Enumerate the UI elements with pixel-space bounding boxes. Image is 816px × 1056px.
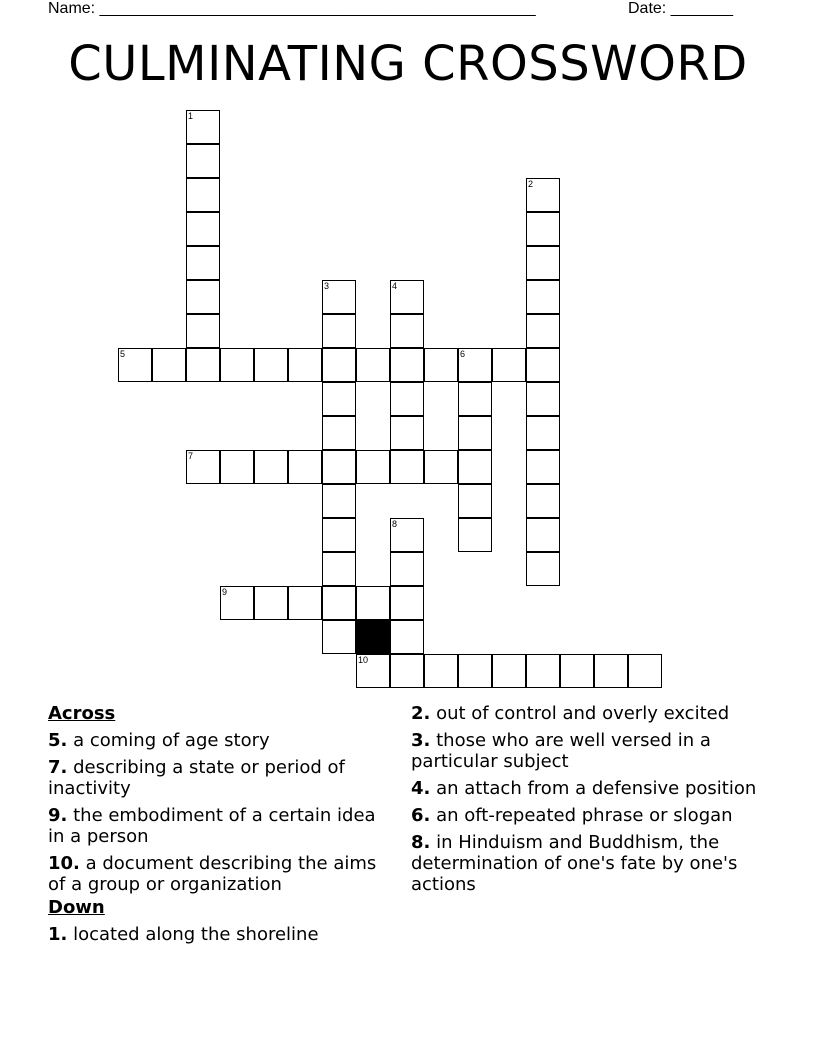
clue-number: 5.	[48, 730, 68, 751]
clue-number: 8.	[411, 832, 431, 853]
crossword-cell[interactable]	[458, 348, 492, 382]
clue-number-label: 6	[460, 349, 466, 359]
clue-number: 9.	[48, 805, 68, 826]
clue-number-label: 7	[188, 451, 194, 461]
across-clue-10	[48, 853, 393, 895]
crossword-cell[interactable]	[390, 654, 424, 688]
crossword-cell[interactable]	[458, 450, 492, 484]
crossword-cell[interactable]	[322, 518, 356, 552]
clue-text: a coming of age story	[67, 730, 270, 751]
crossword-cell[interactable]	[390, 518, 424, 552]
crossword-cell[interactable]	[322, 484, 356, 518]
crossword-cell[interactable]	[220, 348, 254, 382]
crossword-cell[interactable]	[390, 382, 424, 416]
crossword-cell[interactable]	[526, 246, 560, 280]
crossword-cell[interactable]	[186, 314, 220, 348]
crossword-cell[interactable]	[356, 654, 390, 688]
crossword-cell[interactable]	[322, 382, 356, 416]
crossword-cell[interactable]	[220, 450, 254, 484]
crossword-cell[interactable]	[288, 348, 322, 382]
crossword-cell[interactable]	[186, 110, 220, 144]
crossword-cell[interactable]	[526, 280, 560, 314]
crossword-cell[interactable]	[390, 280, 424, 314]
clue-text: out of control and overly excited	[430, 703, 730, 724]
crossword-cell[interactable]	[186, 280, 220, 314]
across-clue-5	[48, 730, 393, 751]
crossword-cell[interactable]	[390, 620, 424, 654]
crossword-cell[interactable]	[594, 654, 628, 688]
across-clue-9	[48, 805, 393, 847]
clue-number-label: 8	[392, 519, 398, 529]
clue-number: 1.	[48, 924, 68, 945]
crossword-cell[interactable]	[390, 348, 424, 382]
crossword-cell[interactable]	[322, 552, 356, 586]
crossword-cell[interactable]	[152, 348, 186, 382]
crossword-cell[interactable]	[560, 654, 594, 688]
crossword-cell[interactable]	[254, 450, 288, 484]
clue-text: located along the shoreline	[67, 924, 319, 945]
crossword-cell[interactable]	[186, 212, 220, 246]
clue-text: an oft-repeated phrase or slogan	[430, 805, 733, 826]
crossword-cell[interactable]	[526, 212, 560, 246]
crossword-cell[interactable]	[254, 586, 288, 620]
clue-text: the embodiment of a certain idea in a person	[48, 805, 376, 847]
crossword-cell[interactable]	[220, 586, 254, 620]
crossword-cell[interactable]	[322, 450, 356, 484]
date-field-label: Date: _______	[628, 0, 733, 17]
clue-number-label: 1	[188, 111, 194, 121]
crossword-cell[interactable]	[322, 348, 356, 382]
crossword-cell[interactable]	[458, 382, 492, 416]
crossword-cell[interactable]	[390, 450, 424, 484]
clue-text: in Hinduism and Buddhism, the determination of one's fate by one's actions	[411, 832, 738, 895]
clue-number: 4.	[411, 778, 431, 799]
clue-text: describing a state or period of inactivity	[48, 757, 345, 799]
crossword-cell[interactable]	[356, 586, 390, 620]
crossword-cell[interactable]	[424, 348, 458, 382]
clue-text: a document describing the aims of a group or organization	[48, 853, 377, 895]
clue-text: those who are well versed in a particular subject	[411, 730, 711, 772]
clue-number: 6.	[411, 805, 431, 826]
crossword-cell[interactable]	[424, 654, 458, 688]
across-clue-7	[48, 757, 393, 799]
crossword-cell[interactable]	[526, 518, 560, 552]
down-clue-4	[411, 778, 771, 799]
down-clue-2	[411, 703, 771, 724]
crossword-cell[interactable]	[526, 450, 560, 484]
crossword-cell[interactable]	[322, 280, 356, 314]
clue-number: 7.	[48, 757, 68, 778]
crossword-cell[interactable]	[458, 518, 492, 552]
black-cell	[356, 620, 390, 654]
crossword-cell[interactable]	[254, 348, 288, 382]
crossword-cell[interactable]	[526, 382, 560, 416]
crossword-cell[interactable]	[322, 586, 356, 620]
crossword-cell[interactable]	[526, 552, 560, 586]
crossword-cell[interactable]	[526, 416, 560, 450]
clue-number-label: 5	[120, 349, 126, 359]
clue-number-label: 4	[392, 281, 398, 291]
crossword-cell[interactable]	[458, 416, 492, 450]
crossword-cell[interactable]	[526, 484, 560, 518]
crossword-cell[interactable]	[322, 416, 356, 450]
crossword-cell[interactable]	[526, 178, 560, 212]
clues-right-column	[411, 703, 771, 901]
crossword-cell[interactable]	[356, 450, 390, 484]
crossword-cell[interactable]	[186, 348, 220, 382]
clue-number-label: 10	[358, 655, 369, 665]
clue-number-label: 3	[324, 281, 330, 291]
crossword-cell[interactable]	[390, 586, 424, 620]
name-field-label: Name: _________________________________________________	[48, 0, 536, 17]
page-title: CULMINATING CROSSWORD	[68, 36, 748, 92]
crossword-cell[interactable]	[390, 552, 424, 586]
crossword-cell[interactable]	[526, 348, 560, 382]
crossword-cell[interactable]	[356, 348, 390, 382]
down-clue-6	[411, 805, 771, 826]
across-heading: Across	[48, 703, 116, 724]
crossword-cell[interactable]	[628, 654, 662, 688]
crossword-cell[interactable]	[186, 450, 220, 484]
crossword-cell[interactable]	[526, 314, 560, 348]
down-clue-1	[48, 924, 393, 945]
crossword-cell[interactable]	[186, 144, 220, 178]
clue-number: 2.	[411, 703, 431, 724]
crossword-cell[interactable]	[186, 178, 220, 212]
clue-number: 3.	[411, 730, 431, 751]
crossword-cell[interactable]	[118, 348, 152, 382]
crossword-cell[interactable]	[288, 586, 322, 620]
crossword-cell[interactable]	[458, 654, 492, 688]
crossword-cell[interactable]	[492, 348, 526, 382]
crossword-cell[interactable]	[424, 450, 458, 484]
down-heading: Down	[48, 897, 105, 918]
clue-number-label: 2	[528, 179, 534, 189]
clues-left-column	[48, 703, 393, 951]
crossword-cell[interactable]	[322, 314, 356, 348]
crossword-cell[interactable]	[492, 654, 526, 688]
crossword-cell[interactable]	[390, 314, 424, 348]
crossword-cell[interactable]	[288, 450, 322, 484]
crossword-cell[interactable]	[186, 246, 220, 280]
down-clue-3	[411, 730, 771, 772]
clue-number: 10.	[48, 853, 80, 874]
crossword-cell[interactable]	[458, 484, 492, 518]
clue-text: an attach from a defensive position	[430, 778, 757, 799]
crossword-cell[interactable]	[526, 654, 560, 688]
down-clue-8	[411, 832, 771, 895]
crossword-cell[interactable]	[322, 620, 356, 654]
crossword-cell[interactable]	[390, 416, 424, 450]
clue-number-label: 9	[222, 587, 228, 597]
